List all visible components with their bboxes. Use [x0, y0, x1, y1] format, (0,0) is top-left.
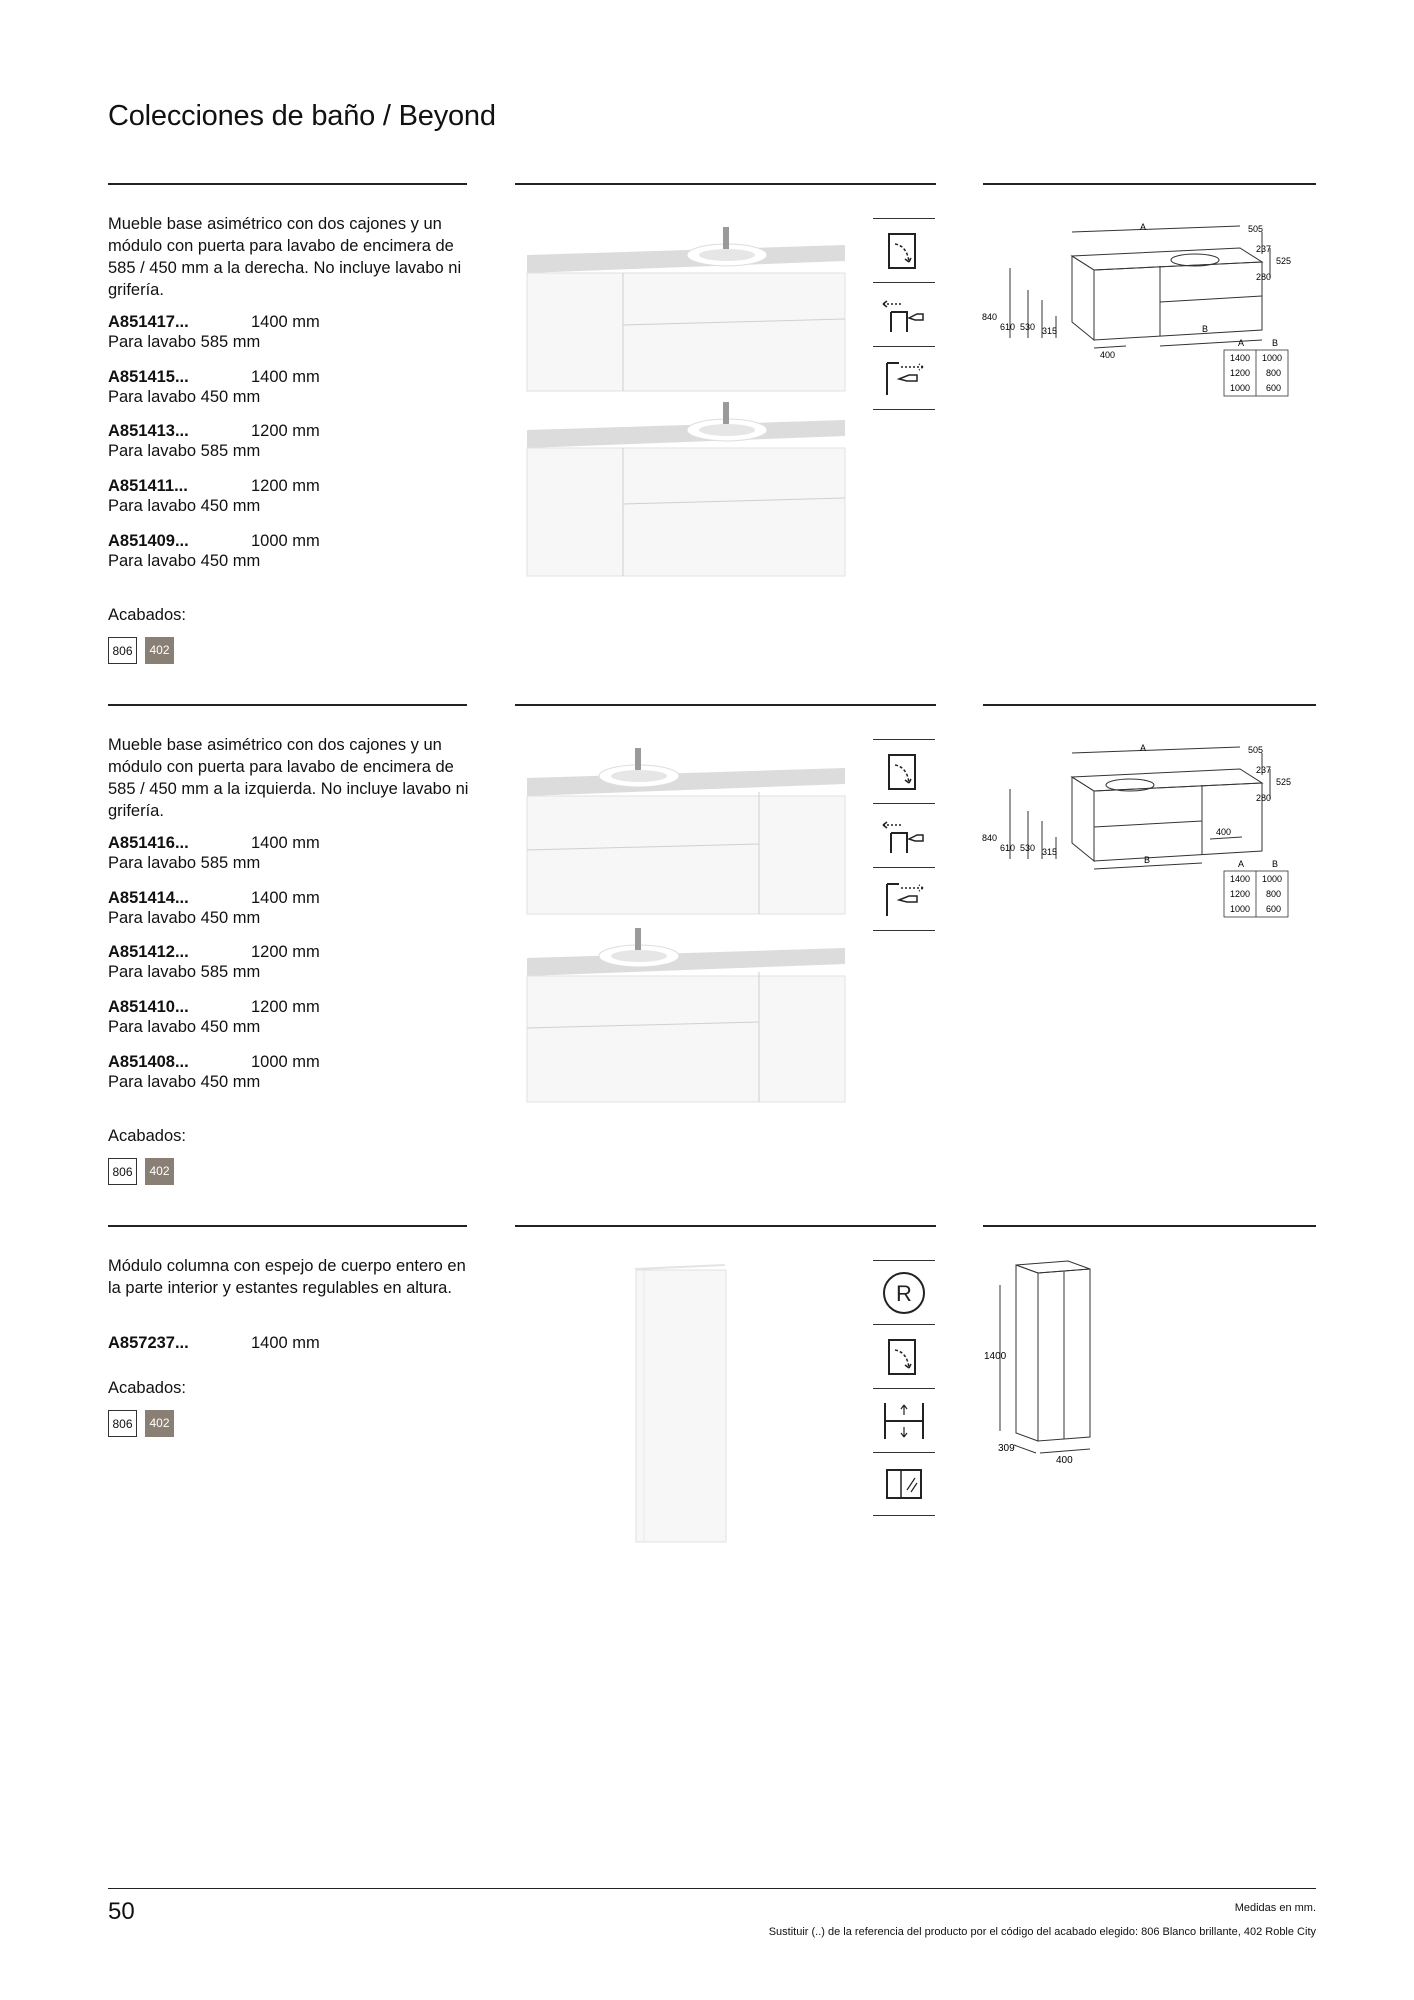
soft-close-icon [873, 739, 935, 803]
dim-237: 237 [1256, 765, 1272, 775]
section-1-rule-right [983, 183, 1316, 185]
ref-note: Para lavabo 450 mm [108, 552, 261, 570]
ref-note: Para lavabo 450 mm [108, 909, 261, 927]
section-3-description: Módulo columna con espejo de cuerpo entero en la parte interior y estantes regulables en altura. [108, 1257, 466, 1297]
table-header-a: A [1238, 338, 1245, 348]
table-cell: 800 [1266, 889, 1282, 899]
section-3-rule-right [983, 1225, 1316, 1227]
table-cell: 800 [1266, 368, 1282, 378]
ref-size: 1400 mm [251, 889, 320, 907]
page-title: Colecciones de baño / Beyond [108, 100, 496, 132]
table-cell: 1400 [1230, 353, 1251, 363]
section-2-rule-right [983, 704, 1316, 706]
table-cell: 1000 [1262, 874, 1283, 884]
ref-note: Para lavabo 585 mm [108, 442, 261, 460]
dim-width: 400 [1056, 1455, 1073, 1466]
dim-280: 280 [1256, 793, 1272, 803]
finish-swatch-oak[interactable]: 402 [145, 1158, 174, 1185]
section-1-rule-mid [515, 183, 936, 185]
dim-depth: 309 [998, 1443, 1015, 1454]
section-1-description: Mueble base asimétrico con dos cajones y un módulo con puerta para lavabo de encimera de 585 / 450 mm a la derecha. No incluye lavabo ni grifería. [108, 215, 462, 299]
ref-code: A851413... [108, 422, 189, 440]
table-header-a: A [1238, 859, 1245, 869]
ref-note: Para lavabo 585 mm [108, 963, 261, 981]
section-1-technical-drawing [980, 218, 1310, 403]
section-2-ref-2 [108, 888, 408, 928]
section-3-acabados-label: Acabados: [108, 1379, 186, 1397]
dim-a: A [1140, 743, 1147, 753]
section-3-rule-mid [515, 1225, 936, 1227]
section-1-rule-left [108, 183, 467, 185]
ref-code: A851417... [108, 313, 189, 331]
ref-note: Para lavabo 585 mm [108, 854, 261, 872]
footer-units-note: Medidas en mm. [1234, 1902, 1316, 1914]
table-header-b: B [1272, 338, 1279, 348]
section-2-ref-4 [108, 997, 408, 1037]
finish-swatch-white[interactable]: 806 [108, 637, 137, 664]
table-cell: 1000 [1230, 383, 1251, 393]
section-1-ref-4 [108, 476, 408, 516]
dim-505: 505 [1248, 224, 1264, 234]
finish-swatch-oak[interactable]: 402 [145, 1410, 174, 1437]
table-cell: 1000 [1262, 353, 1283, 363]
page-number: 50 [108, 1898, 135, 1925]
ref-code: A851414... [108, 889, 189, 907]
ref-size: 1200 mm [251, 998, 320, 1016]
ref-note: Para lavabo 585 mm [108, 333, 261, 351]
finish-swatch-oak[interactable]: 402 [145, 637, 174, 664]
soft-close-icon [873, 218, 935, 282]
section-2-product-photo [515, 736, 848, 1116]
ref-code: A851410... [108, 998, 189, 1016]
section-2-acabados-label: Acabados: [108, 1127, 186, 1145]
dim-400: 400 [1100, 350, 1116, 360]
table-cell: 1400 [1230, 874, 1251, 884]
dimension-table [1224, 338, 1288, 396]
dim-840: 840 [982, 312, 998, 322]
dim-315: 315 [1042, 326, 1058, 336]
dimension-table [1224, 859, 1288, 917]
reversible-icon [873, 1260, 935, 1324]
ref-note: Para lavabo 450 mm [108, 1018, 261, 1036]
mirror-icon [873, 1452, 935, 1516]
section-2-description: Mueble base asimétrico con dos cajones y un módulo con puerta para lavabo de encimera de 585 / 450 mm a la izquierda. No incluye lavabo ni grifería. [108, 736, 469, 820]
drawer-push-icon [873, 803, 935, 867]
dim-530: 530 [1020, 843, 1036, 853]
ref-size: 1200 mm [251, 477, 320, 495]
ref-note: Para lavabo 450 mm [108, 497, 261, 515]
ref-code: A851415... [108, 368, 189, 386]
ref-size: 1200 mm [251, 943, 320, 961]
dim-a: A [1140, 222, 1147, 232]
dim-237: 237 [1256, 244, 1272, 254]
section-3-product-photo [630, 1262, 730, 1546]
section-2-ref-1 [108, 833, 408, 873]
ref-note: Para lavabo 450 mm [108, 388, 261, 406]
ref-size: 1400 mm [251, 834, 320, 852]
ref-size: 1200 mm [251, 422, 320, 440]
section-2-rule-mid [515, 704, 936, 706]
ref-code: A851412... [108, 943, 189, 961]
ref-size: 1000 mm [251, 1053, 320, 1071]
dim-530: 530 [1020, 322, 1036, 332]
soft-close-icon [873, 1324, 935, 1388]
section-1-ref-1 [108, 312, 408, 352]
table-cell: 1200 [1230, 368, 1251, 378]
section-2-ref-5 [108, 1052, 408, 1092]
dim-b: B [1202, 324, 1209, 334]
section-1-icons [873, 218, 935, 410]
section-2-icons [873, 739, 935, 931]
finish-swatch-white[interactable]: 806 [108, 1158, 137, 1185]
section-1-ref-3 [108, 421, 408, 461]
section-1-product-photo [515, 215, 848, 595]
dim-height: 1400 [984, 1351, 1007, 1362]
dim-b: B [1144, 855, 1151, 865]
ref-code: A851409... [108, 532, 189, 550]
table-header-b: B [1272, 859, 1279, 869]
section-3-rule-left [108, 1225, 467, 1227]
ref-size: 1400 mm [251, 1334, 320, 1352]
ref-code: A851411... [108, 477, 188, 495]
dim-610: 610 [1000, 322, 1016, 332]
table-cell: 1000 [1230, 904, 1251, 914]
dim-400: 400 [1216, 827, 1232, 837]
table-cell: 600 [1266, 383, 1282, 393]
ref-size: 1000 mm [251, 532, 320, 550]
section-1-ref-2 [108, 367, 408, 407]
footer-rule [108, 1888, 1316, 1889]
section-1-ref-5 [108, 531, 408, 571]
dim-505: 505 [1248, 745, 1264, 755]
table-cell: 1200 [1230, 889, 1251, 899]
finish-swatch-white[interactable]: 806 [108, 1410, 137, 1437]
section-3-ref-1 [108, 1333, 408, 1353]
section-2-rule-left [108, 704, 467, 706]
ref-note: Para lavabo 450 mm [108, 1073, 261, 1091]
ref-code: A851416... [108, 834, 189, 852]
dim-280: 280 [1256, 272, 1272, 282]
reversible-icon-letter: R [896, 1280, 912, 1306]
dim-525: 525 [1276, 777, 1292, 787]
table-cell: 600 [1266, 904, 1282, 914]
adjustable-shelves-icon [873, 1388, 935, 1452]
ref-code: A857237... [108, 1334, 189, 1352]
dim-315: 315 [1042, 847, 1058, 857]
section-3-technical-drawing [980, 1255, 1120, 1475]
push-open-icon [873, 346, 935, 410]
dim-525: 525 [1276, 256, 1292, 266]
section-1-acabados-label: Acabados: [108, 606, 186, 624]
push-open-icon [873, 867, 935, 931]
ref-size: 1400 mm [251, 368, 320, 386]
dim-610: 610 [1000, 843, 1016, 853]
drawer-push-icon [873, 282, 935, 346]
ref-size: 1400 mm [251, 313, 320, 331]
section-2-ref-3 [108, 942, 408, 982]
dim-840: 840 [982, 833, 998, 843]
section-3-icons [873, 1260, 935, 1516]
ref-code: A851408... [108, 1053, 189, 1071]
section-2-technical-drawing [980, 739, 1310, 924]
footer-finish-note: Sustituir (..) de la referencia del producto por el código del acabado elegido: 806 Blanco brillante, 402 Roble City [768, 1926, 1316, 1938]
